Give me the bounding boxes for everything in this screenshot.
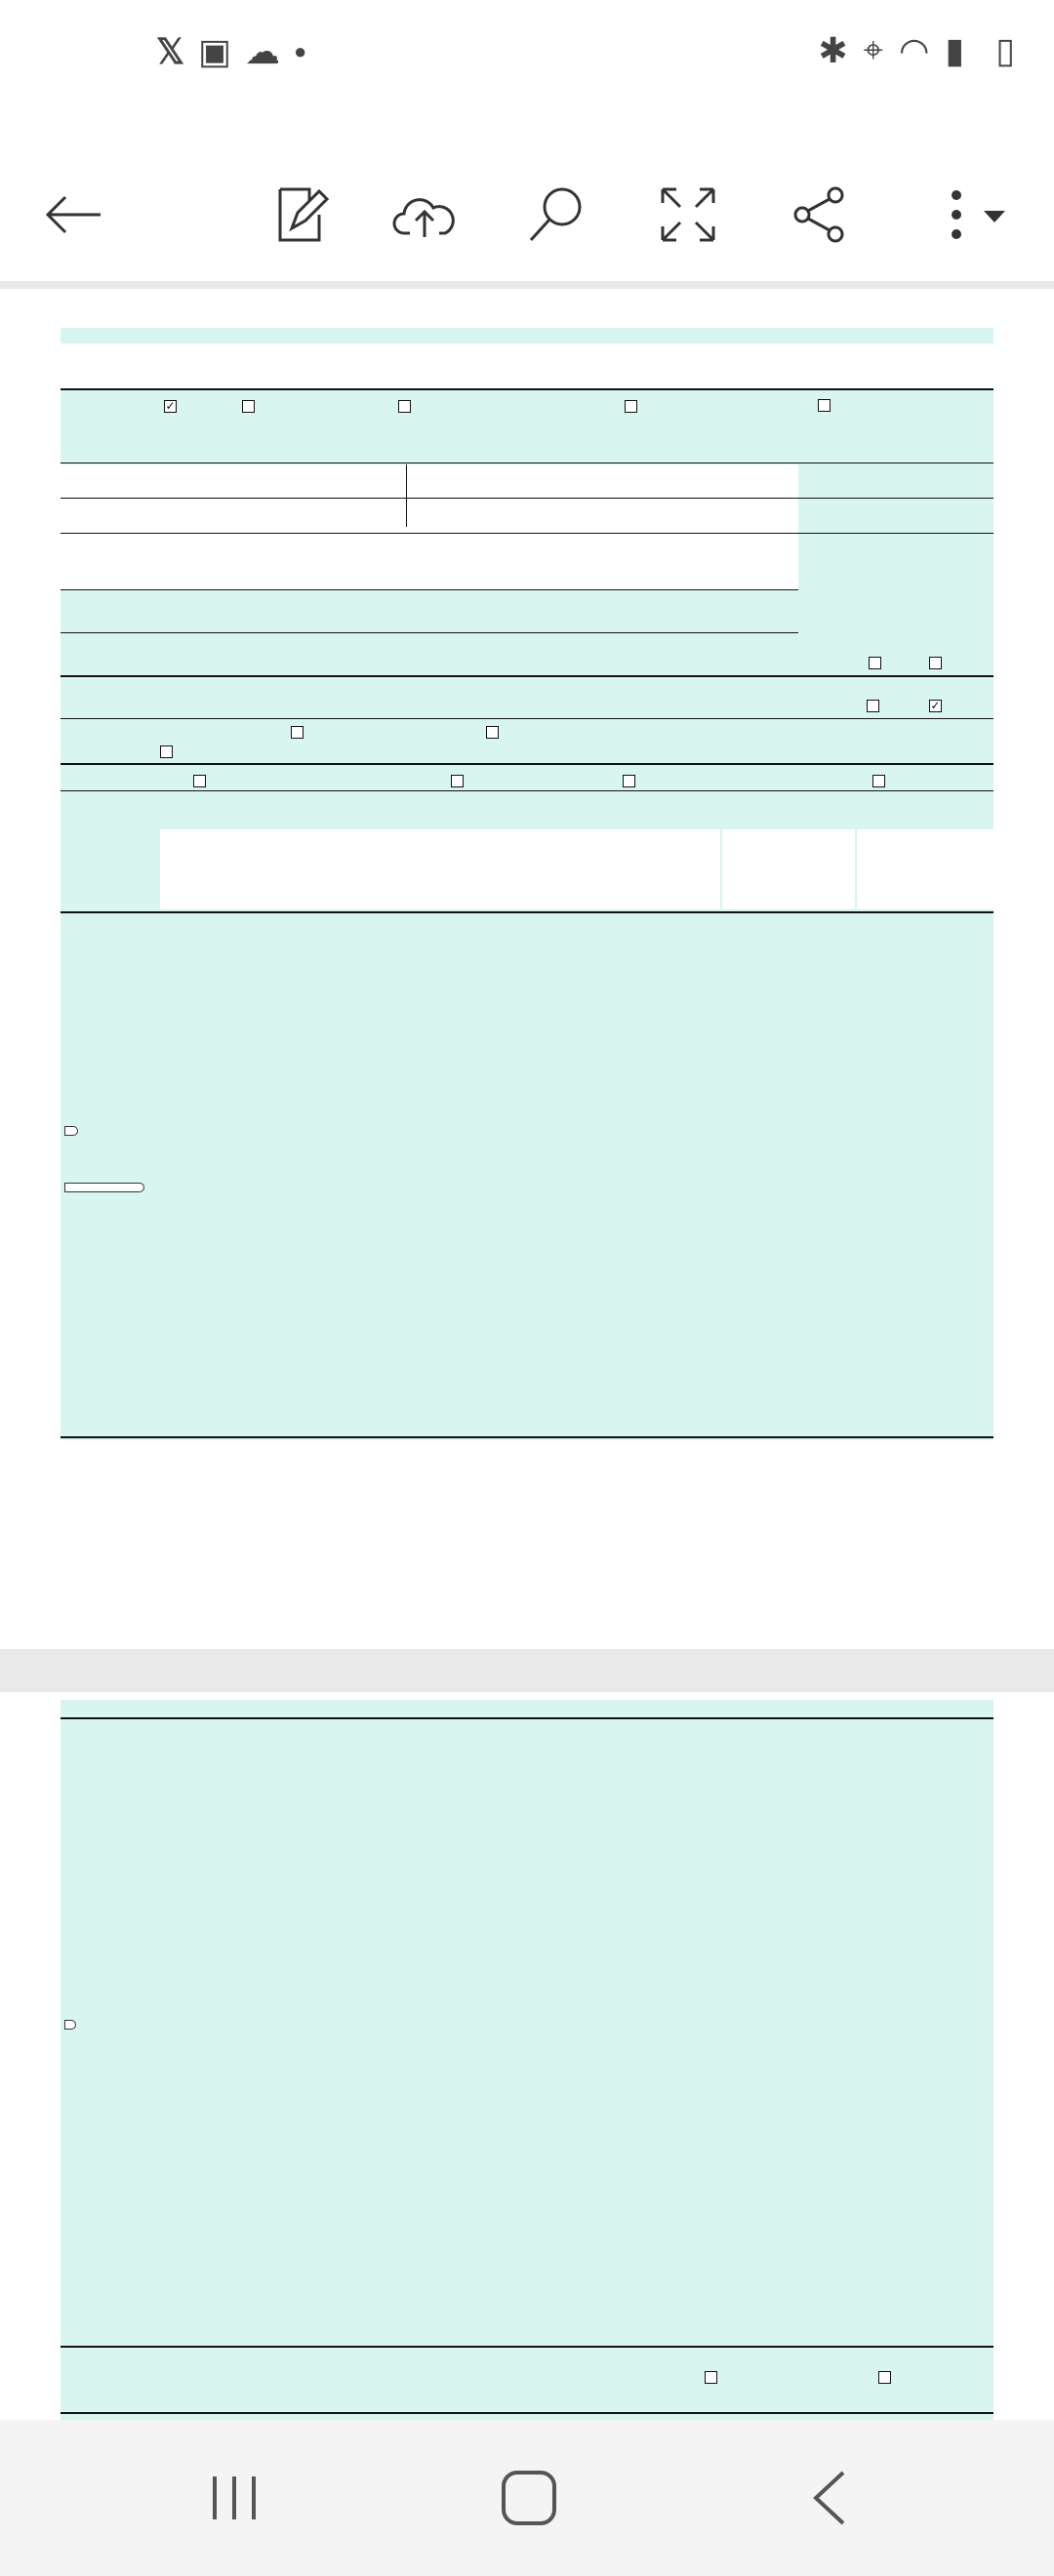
third-yes-checkbox[interactable] — [705, 2369, 722, 2384]
back-arrow-icon[interactable] — [39, 171, 107, 259]
battery-icon: ▯ — [995, 29, 1015, 70]
wifi-icon: ◠ — [898, 29, 930, 70]
pec-you-checkbox[interactable] — [869, 656, 886, 669]
spouse-blind-checkbox[interactable] — [872, 773, 890, 787]
digital-no-checkbox[interactable]: ✓ — [930, 699, 941, 713]
sch-b-note — [64, 1126, 78, 1136]
status-bar — [0, 0, 1054, 107]
age-born-checkbox[interactable] — [193, 773, 211, 787]
pec-spouse-checkbox[interactable] — [929, 656, 947, 669]
location-icon: ⌖ — [863, 29, 883, 69]
search-icon[interactable] — [522, 171, 590, 259]
more-icon[interactable] — [932, 171, 1020, 259]
x-app-icon: 𝕏 — [156, 31, 185, 71]
toolbar — [0, 171, 1054, 278]
age-blind-checkbox[interactable] — [451, 773, 468, 787]
nav-back-icon[interactable] — [802, 2469, 861, 2532]
fs-mfj[interactable] — [242, 398, 260, 413]
spouse-born-checkbox[interactable] — [623, 773, 640, 787]
fullscreen-icon[interactable] — [654, 171, 722, 259]
form-page-2 — [51, 1692, 1003, 2420]
signal-icon: ▮ — [945, 29, 965, 70]
fs-mfs[interactable] — [398, 398, 416, 413]
dot-icon: ● — [294, 39, 307, 63]
checkbox-checked-icon: ✓ — [165, 399, 176, 414]
digital-yes-checkbox[interactable] — [867, 698, 884, 712]
fs-hoh[interactable] — [625, 398, 642, 413]
bluetooth-icon: ✱ — [818, 29, 848, 70]
cloud-icon: ☁ — [245, 31, 281, 71]
std-itemize-checkbox[interactable] — [160, 744, 178, 758]
eic-note — [64, 2020, 76, 2030]
std-you-checkbox[interactable] — [291, 724, 308, 739]
std-deduction-note — [64, 1183, 144, 1192]
fs-qss[interactable] — [818, 398, 993, 412]
form-page-1 — [51, 289, 1003, 1479]
edit-pencil-icon[interactable] — [265, 171, 334, 259]
std-spouse-checkbox[interactable] — [486, 724, 504, 739]
recents-icon[interactable] — [205, 2469, 264, 2532]
share-icon[interactable] — [786, 171, 854, 259]
third-no-checkbox[interactable] — [878, 2369, 896, 2384]
voicemail-icon: ▣ — [198, 31, 232, 71]
navigation-bar — [0, 2420, 1054, 2576]
fs-single[interactable] — [164, 398, 182, 413]
home-icon[interactable] — [500, 2469, 558, 2532]
cloud-upload-icon[interactable] — [390, 171, 459, 259]
